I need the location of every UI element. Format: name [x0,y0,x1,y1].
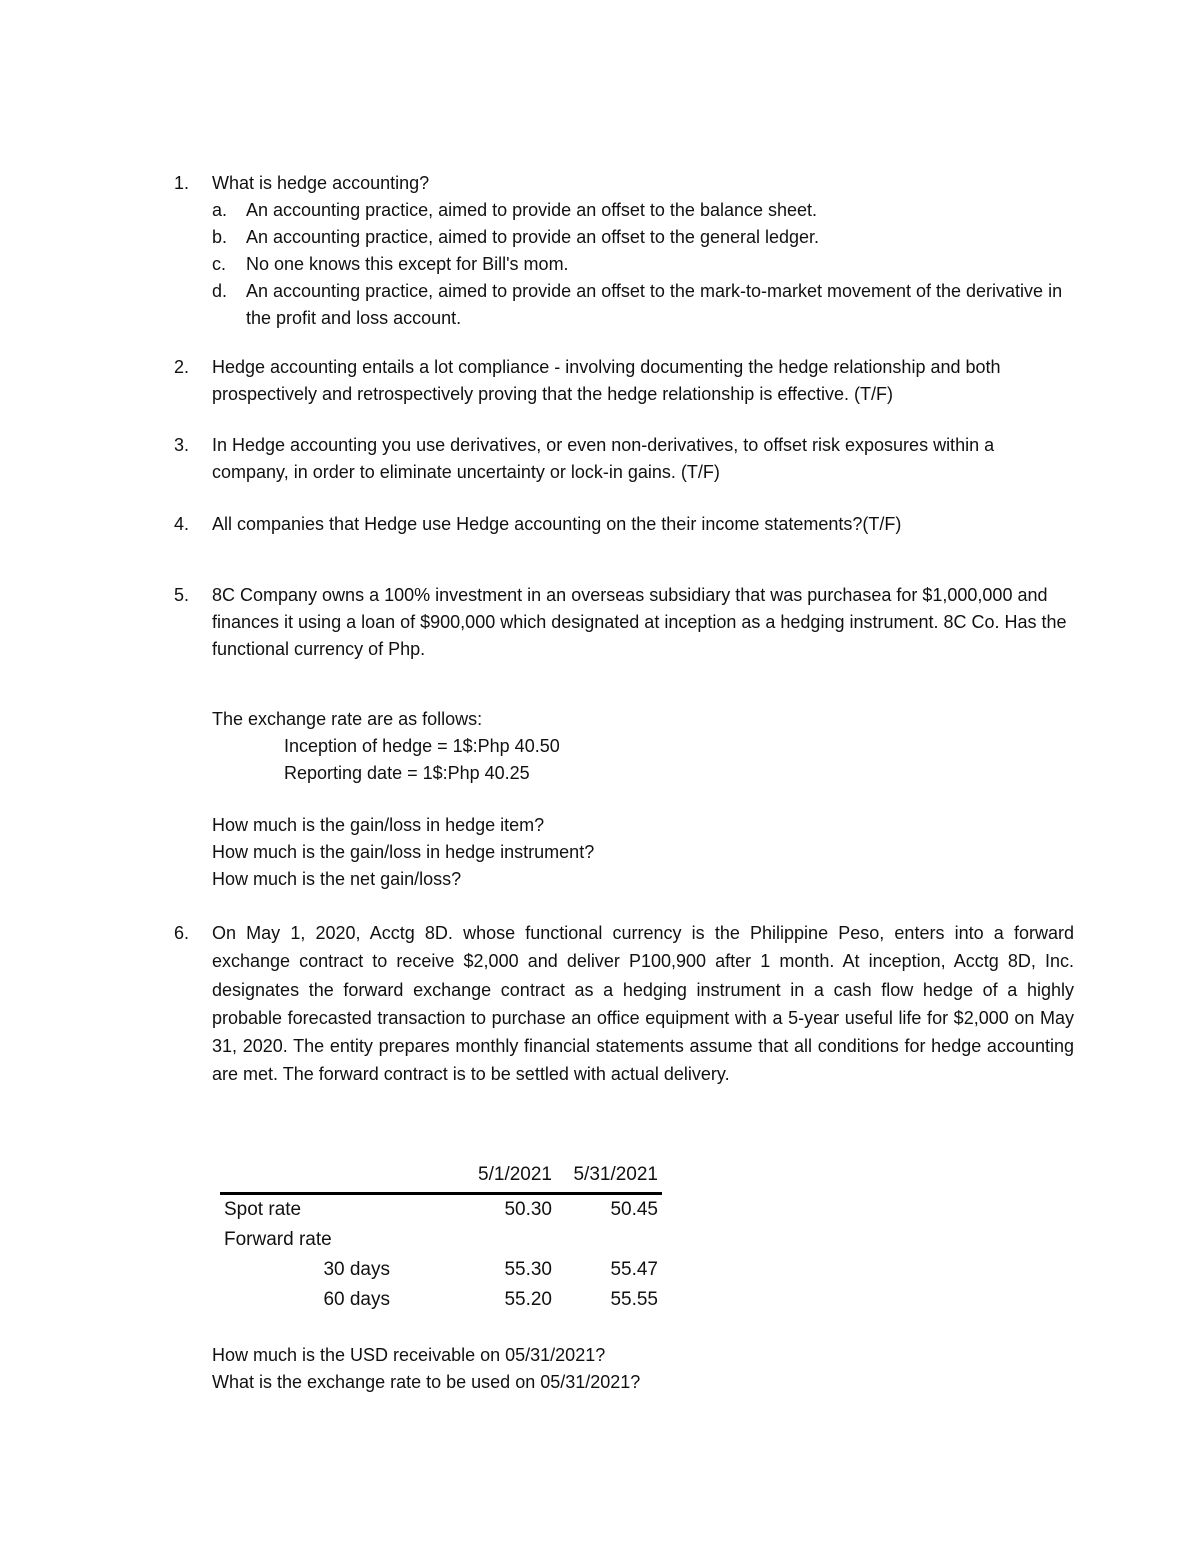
ask-usd-receivable: How much is the USD receivable on 05/31/2021? [212,1345,606,1365]
ask-hedge-item: How much is the gain/loss in hedge item? [212,815,545,835]
question-number: 1. [174,173,190,193]
ask-hedge-instrument: How much is the gain/loss in hedge instrument? [212,842,595,862]
table-row [220,1285,662,1315]
30days-value-2: 55.47 [610,1259,658,1280]
option-a: a. An accounting practice, aimed to provide an offset to the balance sheet. [212,200,818,220]
spot-value-2: 50.45 [610,1199,658,1220]
option-b: b. An accounting practice, aimed to provide an offset to the general ledger. [212,227,820,247]
question-number: 2. [174,357,190,377]
table-header-row [220,1160,662,1194]
question-number: 4. [174,514,190,534]
question-text: Hedge accounting entails a lot compliance - involving documenting the hedge relationship and both prospectively and retrospectively proving that the hedge relationship is effective. (T/F) [212,357,1001,404]
row-label-30days: 30 days [323,1259,390,1280]
question-number: 6. [174,923,190,943]
rates-intro: The exchange rate are as follows: [212,709,483,729]
30days-value-1: 55.30 [504,1259,552,1280]
table-row [220,1255,662,1285]
row-label-forward: Forward rate [224,1229,332,1250]
ask-net: How much is the net gain/loss? [212,869,462,889]
ask-exchange-rate: What is the exchange rate to be used on 05/31/2021? [212,1372,641,1392]
question-text: In Hedge accounting you use derivatives, or even non-derivatives, to offset risk exposures within a company, in order to eliminate uncertainty or lock-in gains. (T/F) [212,435,995,482]
question-text: 8C Company owns a 100% investment in an overseas subsidiary that was purchasea for $1,000,000 and finances it using a loan of $900,000 which designated at inception as a hedging instrument. 8C Co. Has the functional currency of Php. [212,585,1067,659]
option-d: d. An accounting practice, aimed to provide an offset to the mark-to-market movement of the derivative in the profit and loss account. [212,281,1063,328]
question-4 [174,511,1074,538]
question-text: On May 1, 2020, Acctg 8D. whose functional currency is the Philippine Peso, enters into a forward exchange contract to receive $2,000 and deliver P100,900 after 1 month. At inception, Acctg 8D, Inc. designates the forward exchange contract as a hedging instrument in a cash flow hedge of a highly probable forecasted transaction to purchase an office equipment with a 5-year useful life for $2,000 on May 31, 2020. The entity prepares monthly financial statements assume that all conditions for hedge accounting are met. The forward contract is to be settled with actual delivery. [212,923,1074,1085]
question-number: 5. [174,585,190,605]
question-text: What is hedge accounting? [212,173,430,193]
60days-value-1: 55.20 [504,1289,552,1310]
question-6 [174,919,1074,1089]
question-6-asks [174,1342,1074,1396]
question-1 [174,170,1074,332]
rate-inception: Inception of hedge = 1$:Php 40.50 [284,736,560,756]
question-text: All companies that Hedge use Hedge accounting on the their income statements?(T/F) [212,514,902,534]
option-c: c. No one knows this except for Bill's mom. [212,254,569,274]
table-row [220,1194,662,1226]
question-number: 3. [174,435,190,455]
question-2 [174,354,1074,408]
row-label-spot: Spot rate [224,1199,302,1220]
60days-value-2: 55.55 [610,1289,658,1310]
question-5 [174,582,1074,893]
question-3 [174,432,1074,486]
spot-value-1: 50.30 [504,1199,552,1220]
row-label-60days: 60 days [323,1289,390,1310]
rate-reporting: Reporting date = 1$:Php 40.25 [284,763,530,783]
table-row [220,1225,662,1255]
col-header-date2: 5/31/2021 [556,1160,662,1194]
col-header-date1: 5/1/2021 [458,1160,556,1194]
rates-table [220,1160,662,1315]
